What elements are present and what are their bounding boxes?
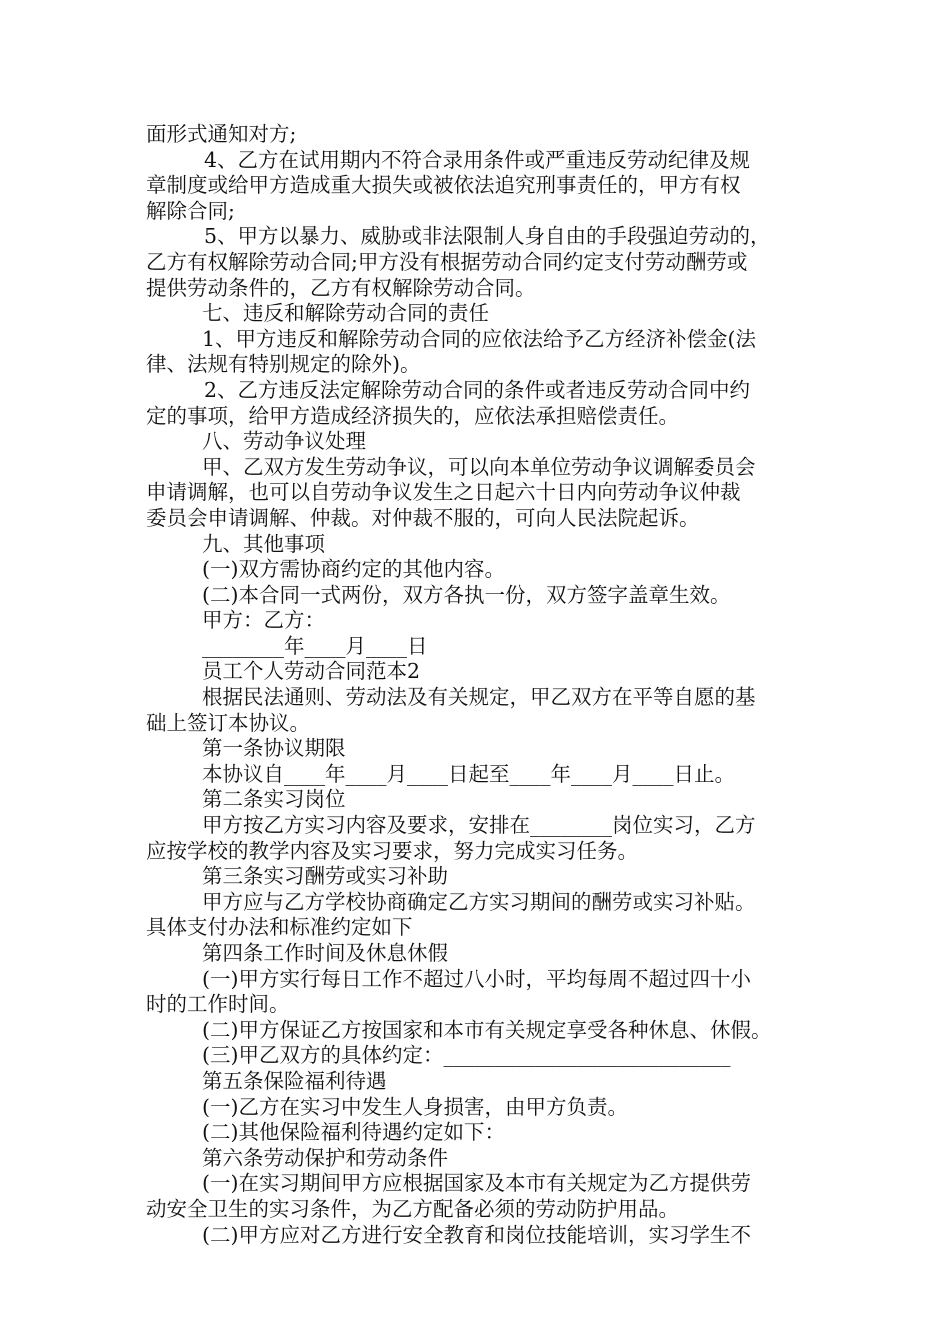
text-line: (三)甲乙双方的具体约定：____________________________ [202,1043,731,1068]
text-line: 申请调解，也可以自劳动争议发生之日起六十日内向劳动争议仲裁 [146,480,741,505]
text-line: (一)在实习期间甲方应根据国家及本市有关规定为乙方提供劳 [202,1171,751,1196]
text-line: 5、甲方以暴力、威胁或非法限制人身自由的手段强迫劳动的， [204,224,771,249]
text-line: 甲方：乙方： [202,608,325,633]
text-line: 动安全卫生的实习条件，为乙方配备必须的劳动防护用品。 [146,1196,679,1221]
text-line: 第六条劳动保护和劳动条件 [202,1145,448,1170]
text-line: (一)甲方实行每日工作不超过八小时，平均每周不超过四十小 [202,966,751,991]
text-line: 定的事项，给甲方造成经济损失的，应依法承担赔偿责任。 [146,403,679,428]
text-line: 1、甲方违反和解除劳动合同的应依法给予乙方经济补偿金(法 [202,326,757,351]
text-line: 解除合同; [146,198,235,223]
text-line: 提供劳动条件的，乙方有权解除劳动合同。 [146,275,536,300]
text-line: 时的工作时间。 [146,992,290,1017]
text-line: 第一条协议期限 [202,736,346,761]
text-line: 八、劳动争议处理 [202,429,366,454]
text-line: (二)甲方保证乙方按国家和本市有关规定享受各种休息、休假。 [202,1017,772,1042]
text-line: ________年____月____日 [202,633,428,658]
text-line: (二)甲方应对乙方进行安全教育和岗位技能培训，实习学生不 [202,1222,751,1247]
text-line: 第二条实习岗位 [202,787,346,812]
text-line: 员工个人劳动合同范本2 [202,659,421,684]
text-line: 甲方按乙方实习内容及要求，安排在________岗位实习，乙方 [202,813,756,838]
text-line: 甲、乙双方发生劳动争议，可以向本单位劳动争议调解委员会 [202,454,756,479]
text-line: 乙方有权解除劳动合同;甲方没有根据劳动合同约定支付劳动酬劳或 [146,249,748,274]
text-line: 律、法规有特别规定的除外)。 [146,352,421,377]
text-line: 2、乙方违反法定解除劳动合同的条件或者违反劳动合同中约 [204,377,751,402]
text-line: 第四条工作时间及休息休假 [202,941,448,965]
text-line: 应按学校的教学内容及实习要求，努力完成实习任务。 [146,838,638,863]
text-line: 七、违反和解除劳动合同的责任 [202,301,489,326]
text-line: (一)双方需协商约定的其他内容。 [202,557,505,582]
text-line: 甲方应与乙方学校协商确定乙方实习期间的酬劳或实习补贴。 [202,889,756,914]
text-line: (二)本合同一式两份，双方各执一份，双方签字盖章生效。 [202,582,731,607]
text-line: 具体支付办法和标准约定如下 [146,915,413,940]
text-line: (二)其他保险福利待遇约定如下： [202,1120,505,1145]
text-line: 本协议自____年____月____日起至____年____月____日止。 [202,761,735,786]
text-line: (一)乙方在实习中发生人身损害，由甲方负责。 [202,1094,628,1119]
text-line: 础上签订本协议。 [146,710,310,735]
text-line: 第五条保险福利待遇 [202,1068,387,1093]
text-line: 第三条实习酬劳或实习补助 [202,864,448,889]
text-line: 根据民法通则、劳动法及有关规定，甲乙双方在平等自愿的基 [202,685,756,710]
text-line: 面形式通知对方; [146,122,297,146]
text-line: 4、乙方在试用期内不符合录用条件或严重违反劳动纪律及规 [204,147,751,172]
text-line: 章制度或给甲方造成重大损失或被依法追究刑事责任的，甲方有权 [146,173,741,198]
text-line: 九、其他事项 [202,531,325,556]
document-body [146,122,821,1248]
text-line: 委员会申请调解、仲裁。对仲裁不服的，可向人民法院起诉。 [146,505,700,530]
